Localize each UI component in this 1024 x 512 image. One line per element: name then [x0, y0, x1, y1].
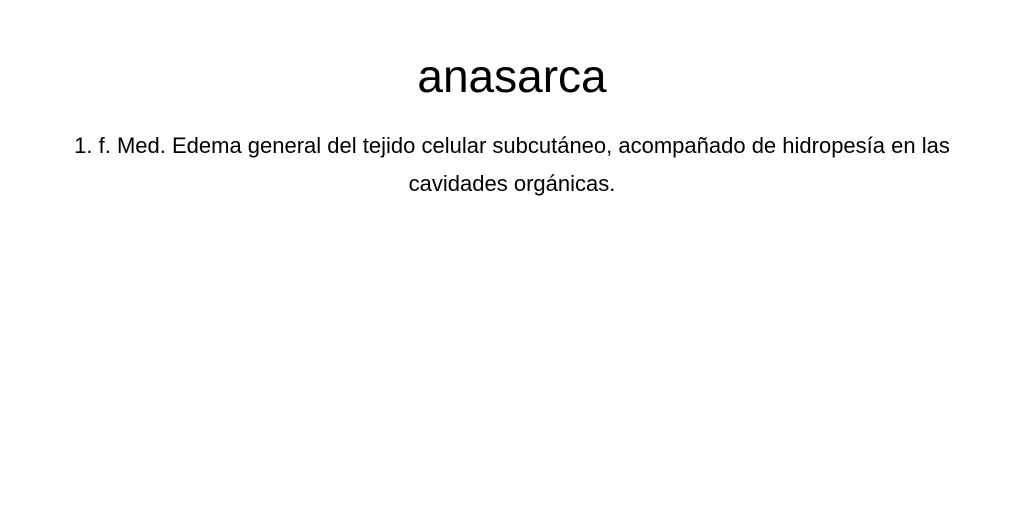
entry-headword: anasarca	[417, 50, 607, 102]
entry-definition: 1. f. Med. Edema general del tejido celular subcutáneo, acompañado de hidropesía en las cavidades orgánicas.	[74, 133, 950, 196]
